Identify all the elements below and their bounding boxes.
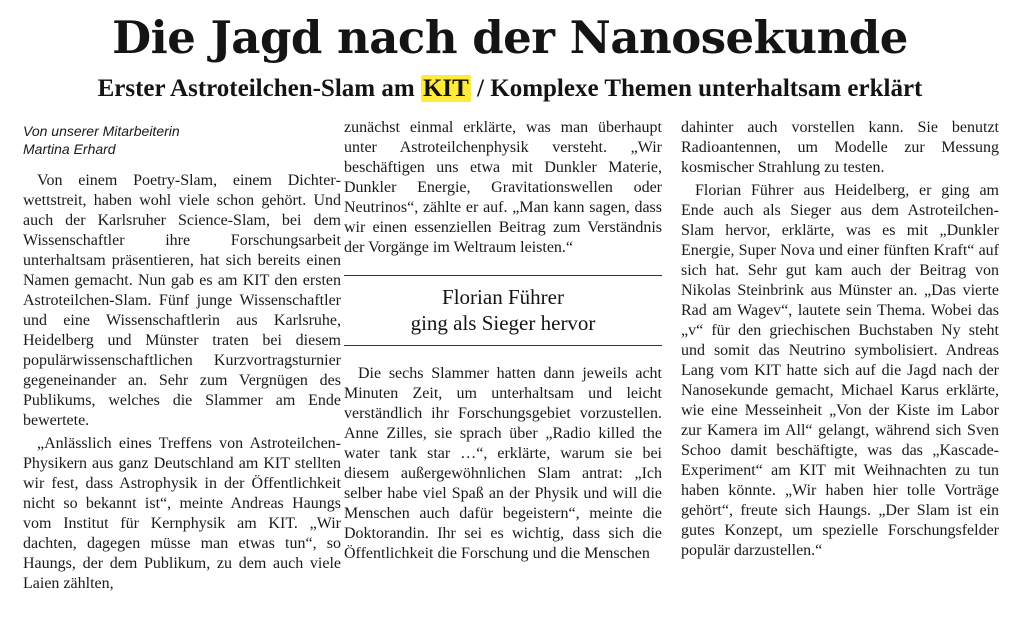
divider-rule [344, 345, 662, 346]
column-1 [23, 122, 341, 594]
subheadline [0, 72, 1020, 106]
paragraph: dahinter auch vorstellen kann. Sie benutzt Radioantennen, um Modelle zur Messung kosmischer Strahlung zu testen. [681, 119, 999, 176]
byline-role: Von unserer Mitarbeiterin [23, 123, 180, 139]
column-3 [681, 118, 999, 561]
paragraph: „Anlässlich eines Treffens von Astroteilchen-Physikern aus ganz Deutschland am KIT stellten wir fest, dass Astrophysik in der Öffentlichkeit nicht so bekannt ist“, meinte Andreas Haungs vom Institut für Kernphysik am KIT. „Wir dachten, dagegen müsse man etwas tun“, so Haungs, der dem Publikum, zu dem auch viele Laien zählten, [23, 435, 341, 592]
headline: Die Jagd nach der Nanosekunde [112, 11, 908, 64]
byline [23, 122, 341, 158]
subhead-text-before: Erster Astroteilchen-Slam am [97, 75, 421, 102]
intertitle-line-1: Florian Führer [442, 285, 564, 309]
column-2 [344, 118, 662, 564]
paragraph: Florian Führer aus Heidelberg, er ging am Ende auch als Sieger aus dem Astroteilchen-Slam hervor, erklärte, was es mit „Dunkler Energie, Super Nova und einer fünften Kraft“ auf sich hat. Sehr gut kam auch der Beitrag von Nikolas Steinbrink aus Münster an. „Das vierte Rad am Wagev“, lautete sein Thema. Wobei das „v“ für den griechischen Buchstaben Ny steht und somit das Neutrino symbolisiert. Andreas Lang vom KIT hatte sich auf die Jagd nach der Nanosekunde gemacht, Michael Karus erklärte, wie eine Messeinheit „Von der Kiste im Labor zur Kamera im All“ gelangt, während sich Sven Schoo damit beschäftigte, was das „Kascade-Experiment“ am KIT mit Weihnachten zu tun haben könnte. „Wir haben hier tolle Vorträge gehört“, freute sich Haungs. „Der Slam ist ein gutes Konzept, um spezielle Forschungsfelder populär darzustellen.“ [681, 182, 999, 559]
intertitle-line-2: ging als Sieger hervor [410, 311, 596, 335]
paragraph: zunächst einmal erklärte, was man überhaupt unter Astroteilchenphysik versteht. „Wir beschäftigen uns etwa mit Dunkler Materie, Dunkler Energie, Gravitationswellen oder Neutrinos“, zählte er auf. „Man kann sagen, dass wir einen essenziellen Beitrag zum Verständnis der Vorgänge im Weltraum leisten.“ [344, 119, 662, 256]
highlighted-keyword: KIT [422, 75, 469, 102]
intertitle [344, 276, 662, 345]
paragraph: Von einem Poetry-Slam, einem Dichterwettstreit, haben wohl viele schon gehört. Und auch der Karlsruher Science-Slam, bei dem Wissenschaftler ihre Forschungsarbeit unterhaltsam präsentieren, hat sich bereits einen Namen gemacht. Nun gab es am KIT den ersten Astroteilchen-Slam. Fünf junge Wissenschaftler und eine Wissenschaftlerin aus Karlsruhe, Heidelberg und Münster traten bei diesem populärwissenschaftlichen Kurzvortragsturnier gegeneinander an. Sehr zum Vergnügen des Publikums, welches die Slammer am Ende bewertete. [23, 172, 341, 429]
paragraph: Die sechs Slammer hatten dann jeweils acht Minuten Zeit, um unterhaltsam und leicht verständlich ihr Forschungsgebiet vorzustellen. Anne Zilles, sie sprach über „Radio killed the water tank star …“, erklärte, warum sie bei diesem außergewöhnlichen Slam antrat: „Ich selber habe viel Spaß an der Physik und will die Menschen auch dafür begeistern“, meinte die Doktorandin. Ihr sei es wichtig, dass sich die Öffentlichkeit die Forschung und die Menschen [344, 365, 662, 562]
byline-author: Martina Erhard [23, 141, 116, 157]
subhead-text-after: / Komplexe Themen unterhaltsam erklärt [470, 75, 923, 102]
